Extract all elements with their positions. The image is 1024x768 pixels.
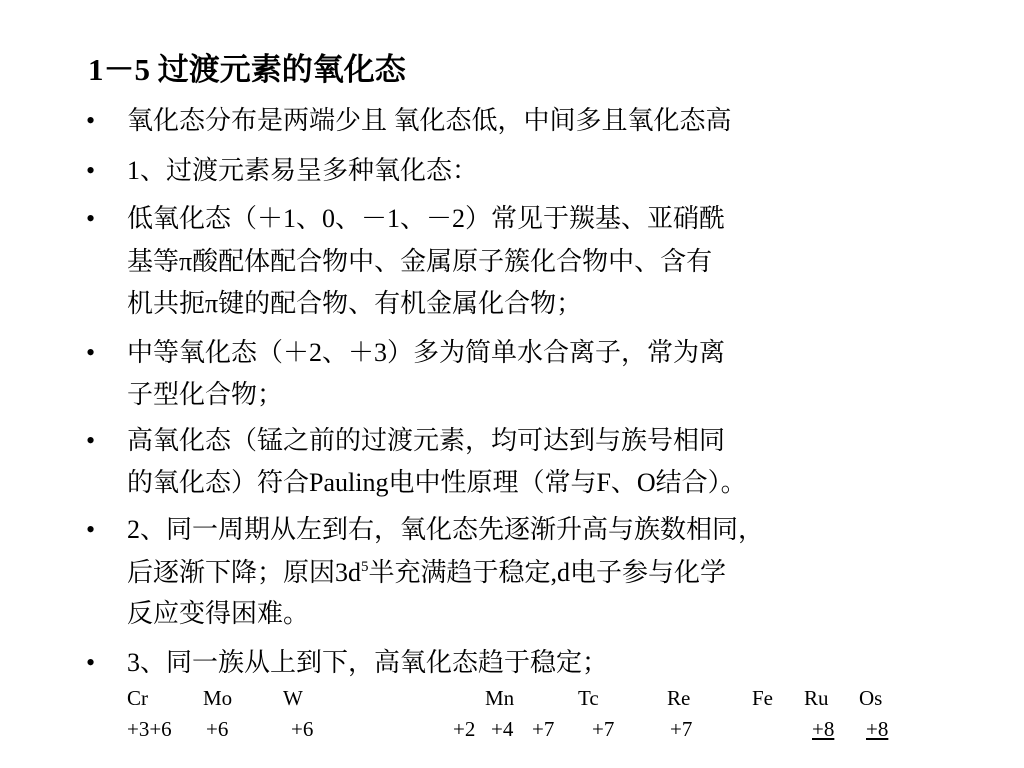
bullet-dot: • (86, 204, 96, 233)
bullet-text-line-with-superscript (127, 553, 726, 593)
bullet-text: 1、过渡元素易呈多种氧化态： (127, 156, 479, 185)
oxidation-state: +6 (206, 717, 229, 741)
element-symbol: Cr (127, 686, 148, 710)
bullet-text-line: 低氧化态（＋1、0、－1、－2）常见于羰基、亚硝酰 (127, 204, 726, 233)
element-symbol: Ru (804, 686, 829, 710)
oxidation-state-underlined: +8 (866, 717, 889, 741)
element-symbol: W (283, 686, 303, 710)
oxidation-state: +7 (670, 717, 693, 741)
element-symbol: Mn (485, 686, 515, 710)
bullet-dot: • (86, 426, 96, 455)
oxidation-state: +3+6 (127, 717, 172, 741)
oxidation-state: +4 (491, 717, 514, 741)
bullet-text: 3、同一族从上到下，高氧化态趋于稳定； (127, 648, 609, 677)
bullet-text-line: 2、同一周期从左到右，氧化态先逐渐升高与族数相同， (127, 515, 765, 544)
bullet-dot: • (86, 515, 96, 544)
bullet-text-line: 子型化合物； (127, 380, 284, 409)
text-segment: 半充满趋于稳定,d电子参与化学 (368, 558, 727, 587)
oxidation-state: +2 (453, 717, 476, 741)
text-segment: 后逐渐下降；原因3d (127, 558, 362, 587)
bullet-text-line: 中等氧化态（＋2、＋3）多为简单水合离子，常为离 (127, 338, 726, 367)
superscript: 5 (361, 559, 369, 575)
bullet-text: 氧化态分布是两端少且 氧化态低，中间多且氧化态高 (127, 106, 732, 135)
bullet-dot: • (86, 156, 96, 185)
bullet-text-line: 机共扼π键的配合物、有机金属化合物； (127, 289, 583, 318)
bullet-text-line: 的氧化态）符合Pauling电中性原理（常与F、O结合）。 (127, 468, 747, 497)
bullet-text-line: 反应变得困难。 (127, 599, 310, 628)
bullet-text-line: 基等π酸配体配合物中、金属原子簇化合物中、含有 (127, 247, 713, 276)
element-symbol: Mo (203, 686, 233, 710)
element-symbol: Re (667, 686, 691, 710)
bullet-text-line: 高氧化态（锰之前的过渡元素，均可达到与族号相同 (127, 426, 726, 455)
oxidation-state: +6 (291, 717, 314, 741)
slide-title: 1－5 过渡元素的氧化态 (88, 52, 406, 87)
element-symbol: Os (859, 686, 883, 710)
bullet-dot: • (86, 338, 96, 367)
bullet-dot: • (86, 648, 96, 677)
element-symbol: Tc (578, 686, 599, 710)
bullet-dot: • (86, 106, 96, 135)
oxidation-state: +7 (532, 717, 555, 741)
element-symbol: Fe (752, 686, 773, 710)
oxidation-state: +7 (592, 717, 615, 741)
oxidation-state-underlined: +8 (812, 717, 835, 741)
